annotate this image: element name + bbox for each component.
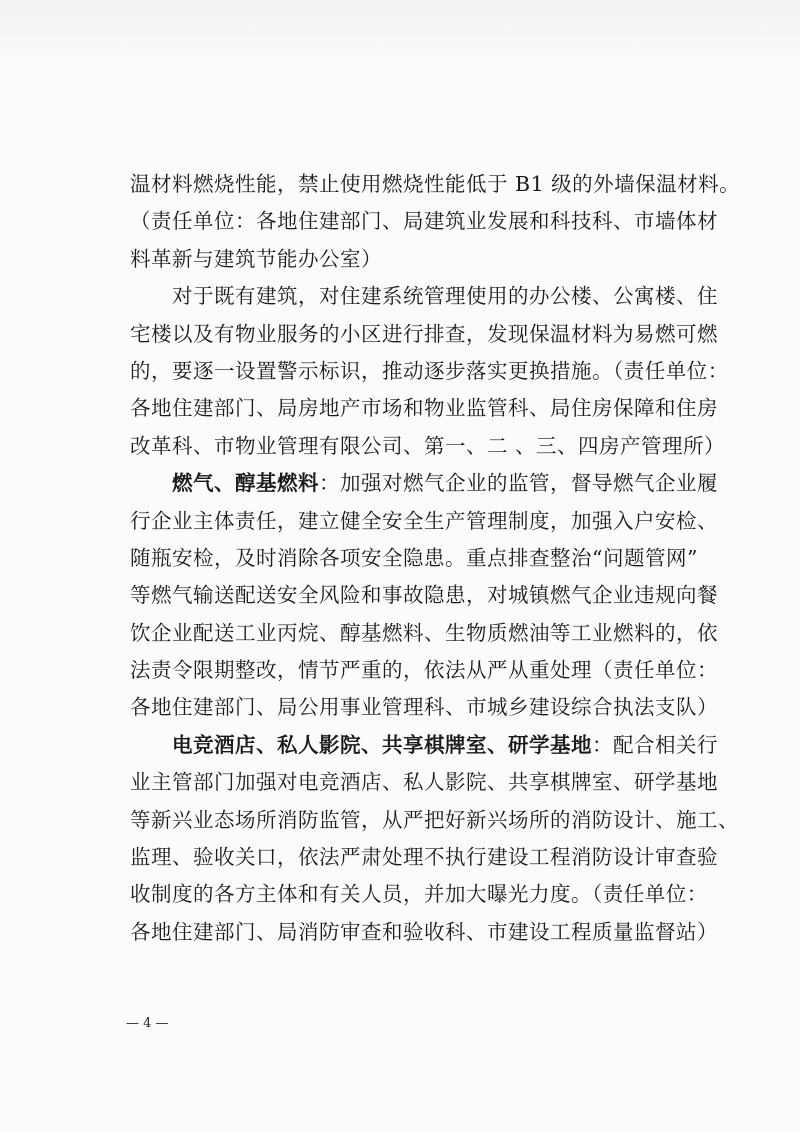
text-line: 等燃气输送配送安全风险和事故隐患，对城镇燃气企业违规向餐 bbox=[130, 583, 718, 608]
paragraph-new-venues bbox=[130, 727, 739, 951]
page-number: — 4 — bbox=[126, 1016, 169, 1031]
text-line: 各地住建部门、局消防审查和验收科、市建设工程质量监督站） bbox=[130, 919, 718, 944]
text-line: 行企业主体责任，建立健全安全生产管理制度，加强入户安检、 bbox=[130, 508, 718, 533]
text-line bbox=[130, 465, 718, 502]
text-line: 业主管部门加强对电竞酒店、私人影院、共享棋牌室、研学基地 bbox=[130, 770, 718, 795]
text-span: ：加强对燃气企业的监管，督导燃气企业履 bbox=[319, 471, 718, 496]
section-heading-venues: 电竞酒店、私人影院、共享棋牌室、研学基地 bbox=[172, 732, 592, 757]
body-text bbox=[130, 166, 741, 951]
paragraph-existing-buildings bbox=[130, 278, 729, 465]
text-line: 随瓶安检，及时消除各项安全隐患。重点排查整治“问题管网” bbox=[130, 545, 698, 570]
scan-shadow bbox=[0, 0, 800, 60]
paragraph-fire-insulation bbox=[130, 166, 741, 278]
section-heading-gas: 燃气、醇基燃料 bbox=[172, 471, 319, 496]
text-line: 宅楼以及有物业服务的小区进行排查，发现保温材料为易燃可燃 bbox=[130, 321, 718, 346]
text-line: 料革新与建筑节能办公室） bbox=[130, 246, 382, 271]
text-line: 收制度的各方主体和有关人员，并加大曝光力度。（责任单位： bbox=[130, 882, 708, 907]
text-line: 法责令限期整改，情节严重的，依法从严从重处理（责任单位： bbox=[130, 658, 718, 683]
text-line: 等新兴业态场所消防监管，从严把好新兴场所的消防设计、施工、 bbox=[130, 807, 739, 832]
text-line: 温材料燃烧性能，禁止使用燃烧性能低于 B1 级的外墙保温材料。 bbox=[130, 172, 741, 196]
text-line bbox=[130, 727, 718, 764]
paragraph-gas-fuel bbox=[130, 465, 718, 727]
text-line: 饮企业配送工业丙烷、醇基燃料、生物质燃油等工业燃料的，依 bbox=[130, 620, 718, 645]
text-line: （责任单位：各地住建部门、局建筑业发展和科技科、市墙体材 bbox=[130, 209, 718, 234]
text-line: 监理、验收关口，依法严肃处理不执行建设工程消防设计审查验 bbox=[130, 845, 718, 870]
text-span: ：配合相关行 bbox=[592, 732, 718, 757]
text-line: 对于既有建筑，对住建系统管理使用的办公楼、公寓楼、住 bbox=[172, 284, 718, 309]
text-line: 各地住建部门、局公用事业管理科、市城乡建设综合执法支队） bbox=[130, 695, 718, 720]
text-line: 各地住建部门、局房地产市场和物业监管科、局住房保障和住房 bbox=[130, 396, 718, 421]
text-line: 改革科、市物业管理有限公司、第一、二 、三、四房产管理所） bbox=[130, 433, 726, 458]
text-line: 的，要逐一设置警示标识，推动逐步落实更换措施。（责任单位： bbox=[130, 358, 729, 383]
